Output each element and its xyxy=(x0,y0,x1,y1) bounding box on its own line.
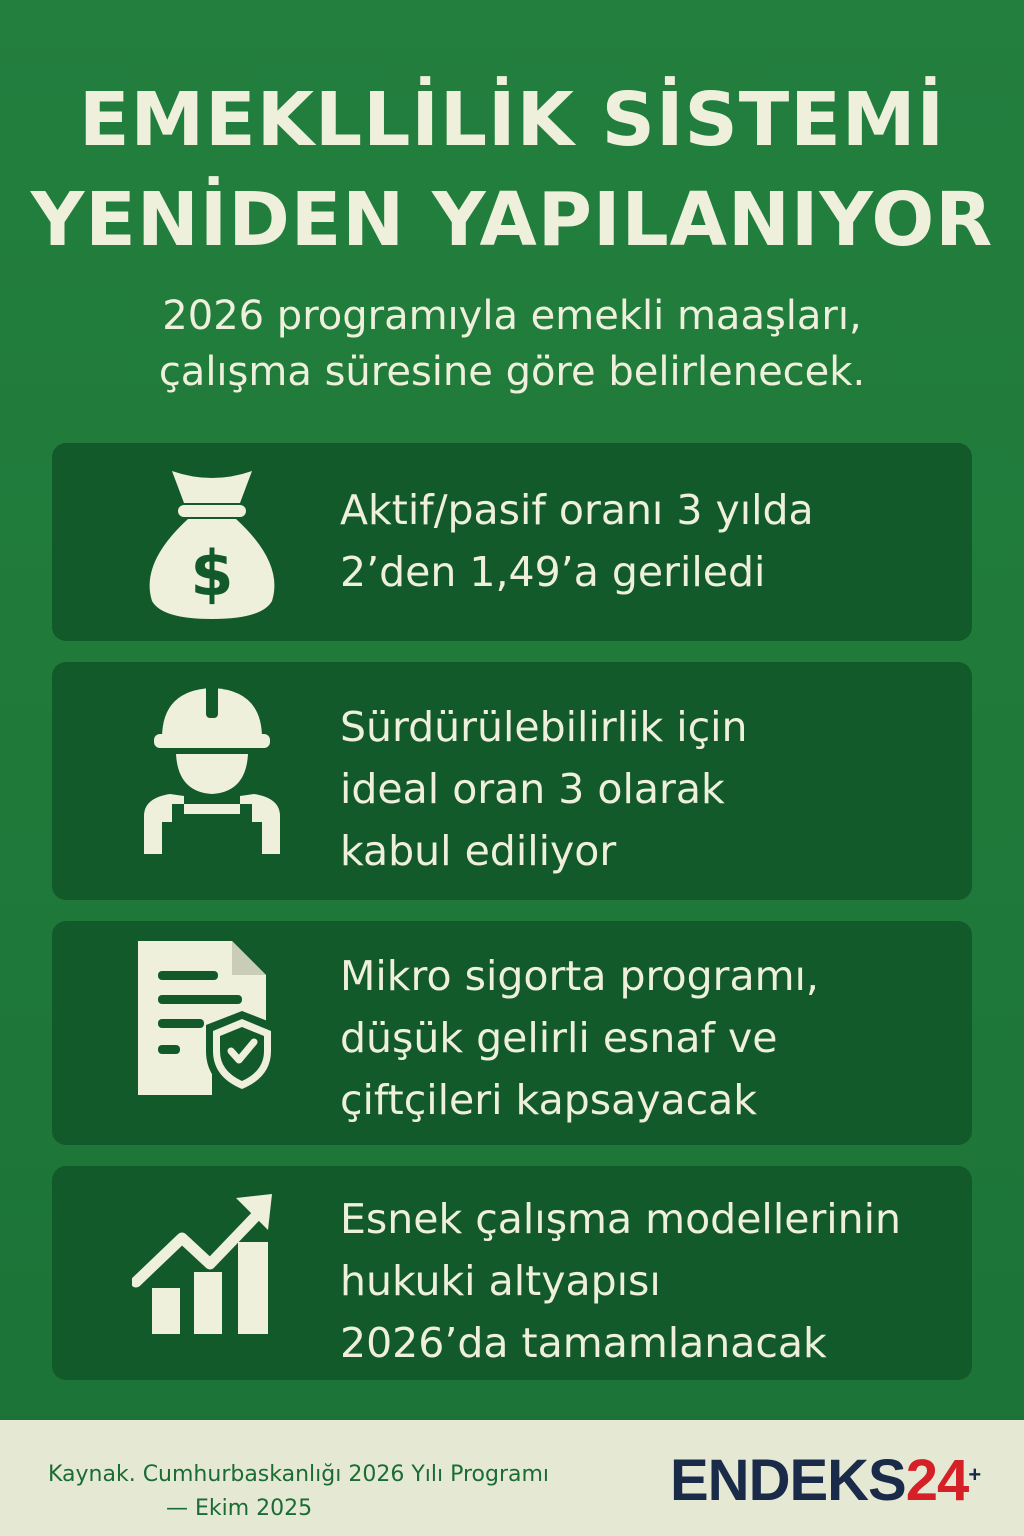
subtitle-line-1: 2026 programıyla emekli maaşları, xyxy=(162,293,862,339)
subtitle xyxy=(0,288,1024,400)
growth-chart-icon xyxy=(132,1192,292,1352)
page-title xyxy=(0,70,1024,270)
insurance-document-icon xyxy=(132,939,292,1099)
card-1-text xyxy=(340,479,954,603)
card-2-line-3: kabul ediliyor xyxy=(340,827,617,875)
info-card-flexible-work xyxy=(52,1166,972,1380)
card-2-line-2: ideal oran 3 olarak xyxy=(340,765,725,813)
card-3-line-3: çiftçileri kapsayacak xyxy=(340,1076,758,1124)
info-card-active-passive-ratio xyxy=(52,443,972,641)
card-4-line-1: Esnek çalışma modellerinin xyxy=(340,1195,902,1243)
logo-plus: + xyxy=(968,1462,981,1487)
endeks24-logo[interactable] xyxy=(670,1446,981,1516)
title-line-2: YENİDEN YAPILANIYOR xyxy=(30,177,994,263)
info-card-micro-insurance xyxy=(52,921,972,1145)
source-line-1: Kaynak. Cumhurbaskanlığı 2026 Yılı Programı xyxy=(48,1462,550,1487)
source-line-2: — Ekim 2025 xyxy=(166,1496,313,1521)
svg-text:$: $ xyxy=(190,537,234,610)
info-card-ideal-ratio xyxy=(52,662,972,900)
card-3-text xyxy=(340,945,954,1131)
source-note xyxy=(48,1458,628,1526)
card-4-text xyxy=(340,1188,954,1374)
logo-number: 24 xyxy=(905,1448,969,1513)
card-3-line-1: Mikro sigorta programı, xyxy=(340,952,819,1000)
title-line-1: EMEKLLİLİK SİSTEMİ xyxy=(78,77,946,163)
card-3-line-2: düşük gelirli esnaf ve xyxy=(340,1014,778,1062)
card-1-line-2: 2’den 1,49’a geriledi xyxy=(340,548,766,596)
card-4-line-2: hukuki altyapısı xyxy=(340,1257,661,1305)
card-2-line-1: Sürdürülebilirlik için xyxy=(340,703,748,751)
card-2-text xyxy=(340,696,954,882)
logo-text: ENDEKS xyxy=(670,1448,906,1513)
card-1-line-1: Aktif/pasif oranı 3 yılda xyxy=(340,486,814,534)
money-bag-icon xyxy=(132,463,292,623)
subtitle-line-2: çalışma süresine göre belirlenecek. xyxy=(158,349,866,395)
worker-icon xyxy=(132,684,292,844)
card-4-line-3: 2026’da tamamlanacak xyxy=(340,1319,827,1367)
